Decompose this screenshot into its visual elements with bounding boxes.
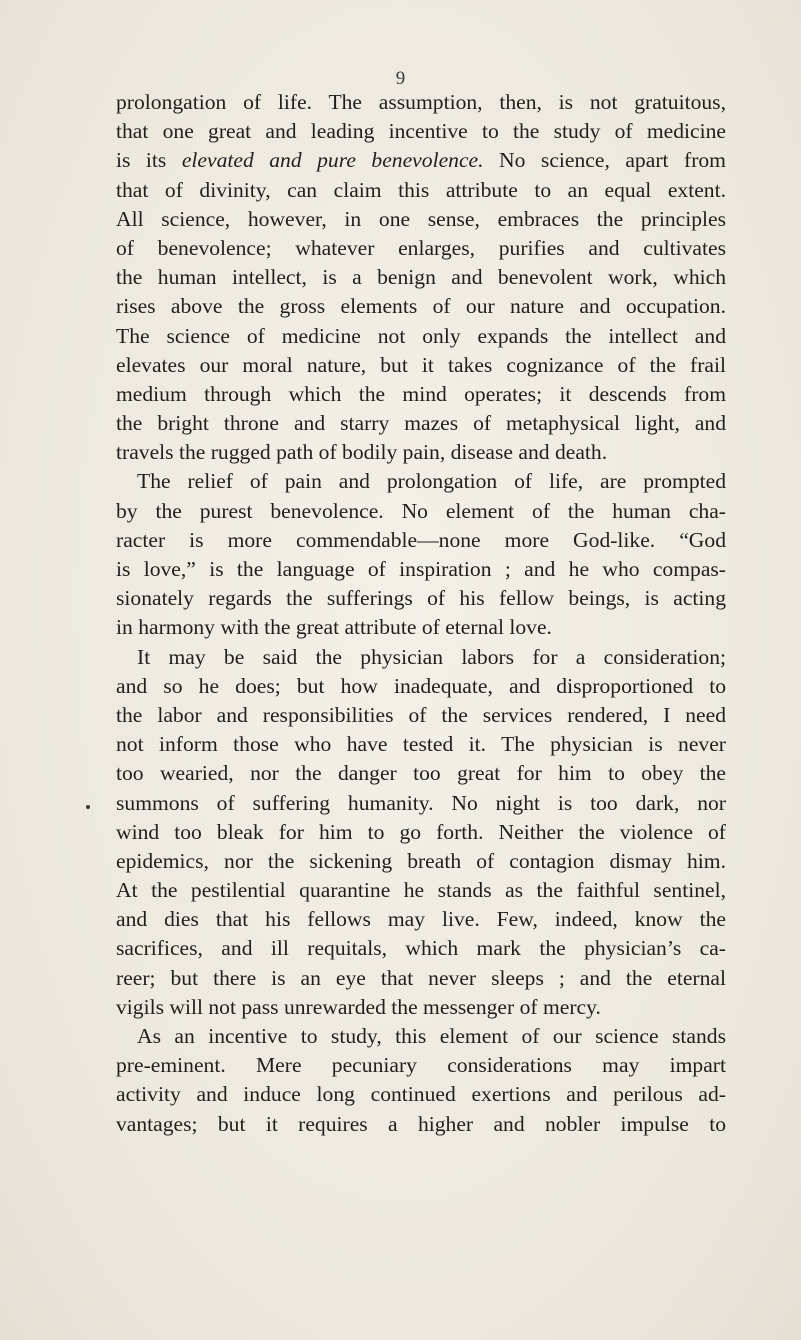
text-line: activity and induce long continued exertions and perilous ad- <box>116 1082 726 1107</box>
margin-speck <box>86 805 90 809</box>
text-line: All science, however, in one sense, embraces the principles <box>116 206 726 231</box>
text-line-with-emphasis <box>116 146 726 175</box>
text-line: medium through which the mind operates; it descends from <box>116 381 726 406</box>
text-line: vigils will not pass unrewarded the messenger of mercy. <box>116 994 601 1019</box>
text-line: the human intellect, is a benign and benevolent work, which <box>116 265 726 290</box>
body-text <box>116 88 726 1139</box>
paragraph-start: It may be said the physician labors for a consideration; <box>137 644 726 669</box>
text-line: summons of suffering humanity. No night is too dark, nor <box>116 790 726 815</box>
text-line: of benevolence; whatever enlarges, purifies and cultivates <box>116 235 726 260</box>
text-line: The science of medicine not only expands the intellect and <box>116 323 726 348</box>
text-line: the labor and responsibilities of the services rendered, I need <box>116 702 726 727</box>
text-line: racter is more commendable—none more God-like. “God <box>116 527 726 552</box>
text-line: elevates our moral nature, but it takes cognizance of the frail <box>116 352 726 377</box>
text-line: that one great and leading incentive to the study of medicine <box>116 119 726 144</box>
text-line: that of divinity, can claim this attribute to an equal extent. <box>116 177 726 202</box>
text-line: and dies that his fellows may live. Few, indeed, know the <box>116 907 726 932</box>
text-line: vantages; but it requires a higher and nobler impulse to <box>116 1111 726 1136</box>
text-line: At the pestilential quarantine he stands as the faithful sentinel, <box>116 878 726 903</box>
text-line: by the purest benevolence. No element of the human cha- <box>116 498 726 523</box>
text-run: is its <box>116 148 182 173</box>
paragraph-start: The relief of pain and prolongation of life, are prompted <box>137 469 726 494</box>
text-line: prolongation of life. The assumption, then, is not gratuitous, <box>116 90 726 114</box>
text-line: and so he does; but how inadequate, and disproportioned to <box>116 673 726 698</box>
text-line: wind too bleak for him to go forth. Neither the violence of <box>116 819 726 844</box>
text-line: travels the rugged path of bodily pain, disease and death. <box>116 440 608 465</box>
text-line: too wearied, nor the danger too great for him to obey the <box>116 761 726 786</box>
text-run: No science, apart from <box>483 148 726 173</box>
text-line: sionately regards the sufferings of his fellow beings, is acting <box>116 586 726 611</box>
text-line: in harmony with the great attribute of eternal love. <box>116 615 552 640</box>
page-number: 9 <box>395 68 406 89</box>
text-line: reer; but there is an eye that never sleeps ; and the eternal <box>116 965 726 990</box>
text-line: rises above the gross elements of our nature and occupation. <box>116 294 726 319</box>
paragraph-start: As an incentive to study, this element of our science stands <box>137 1024 726 1048</box>
text-line: is love,” is the language of inspiration ; and he who compas- <box>116 557 726 581</box>
text-line: not inform those who have tested it. The physician is never <box>116 732 726 757</box>
italic-phrase: elevated and pure benevolence. <box>181 148 484 173</box>
text-line: sacrifices, and ill requitals, which mark the physician’s ca- <box>116 936 726 961</box>
text-line: pre-eminent. Mere pecuniary considerations may impart <box>116 1053 726 1078</box>
text-line: epidemics, nor the sickening breath of contagion dismay him. <box>116 848 726 873</box>
text-line: the bright throne and starry mazes of metaphysical light, and <box>116 411 726 436</box>
